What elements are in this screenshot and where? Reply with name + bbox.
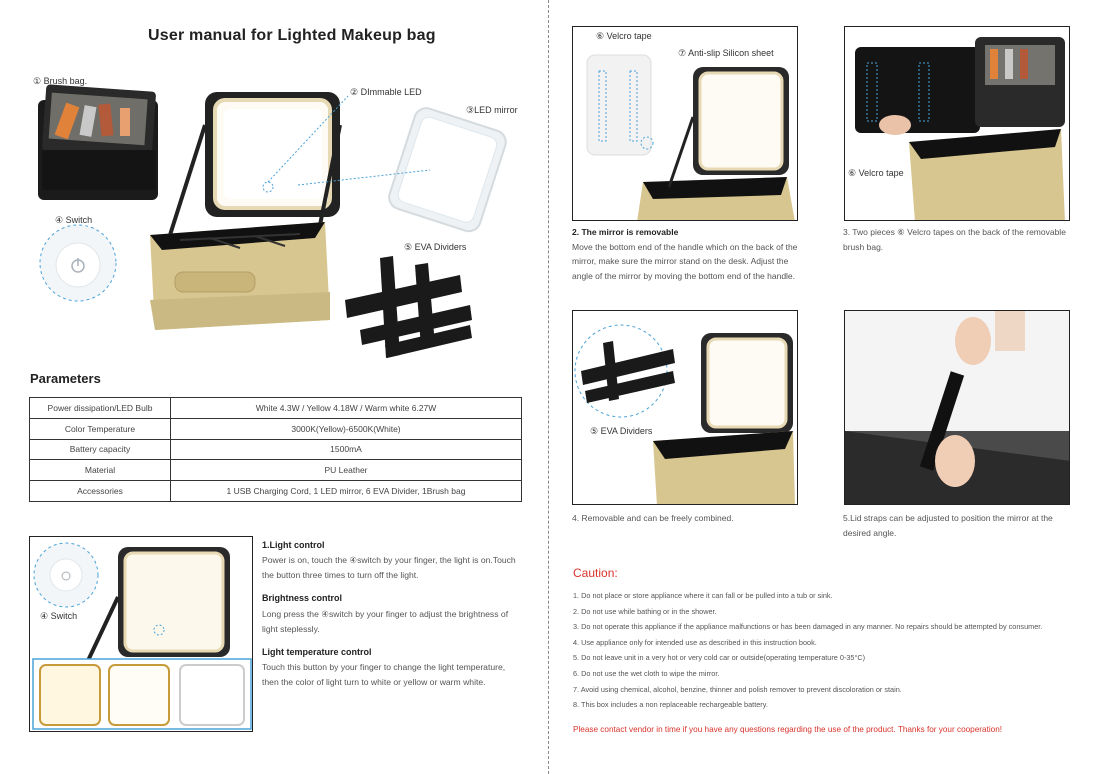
light-temperature-text: Touch this button by your finger to change the light temperature, then the color of light turn to white or yellow or warm white.: [262, 662, 506, 687]
table-row: [30, 418, 522, 439]
callout-switch-small: ④ Switch: [40, 611, 78, 621]
callout-eva-dividers-2: ⑤ EVA Dividers: [590, 426, 653, 436]
list-item: 4. Use appliance only for intended use as described in this instruction book.: [573, 637, 817, 647]
caution-list: [573, 588, 1042, 713]
step5-image: [844, 310, 1070, 505]
list-item: 8. This box includes a non replaceable rechargeable battery.: [573, 700, 768, 710]
step3-image: [844, 26, 1070, 221]
param-value: 3000K(Yellow)-6500K(White): [171, 418, 522, 439]
param-key: Power dissipation/LED Bulb: [30, 398, 171, 419]
brightness-control-heading: Brightness control: [262, 593, 343, 603]
callout-velcro-tape-2: ⑥ Velcro tape: [848, 168, 904, 178]
table-row: [30, 398, 522, 419]
table-row: [30, 460, 522, 481]
list-item: 7. Avoid using chemical, alcohol, benzine, thinner and polish remover to prevent discoloration or stain.: [573, 684, 902, 694]
callout-switch: ④ Switch: [55, 215, 93, 225]
page-fold-line: [548, 0, 549, 774]
param-key: Color Temperature: [30, 418, 171, 439]
param-key: Material: [30, 460, 171, 481]
param-value: 1500mA: [171, 439, 522, 460]
param-key: Battery capacity: [30, 439, 171, 460]
callout-eva-dividers: ⑤ EVA Dividers: [404, 242, 467, 252]
parameters-table: [29, 397, 522, 502]
list-item: 6. Do not use the wet cloth to wipe the mirror.: [573, 668, 720, 678]
product-overview-illustration: [0, 0, 548, 370]
list-item: 3. Do not operate this appliance if the appliance malfunctions or has been damaged in any manner. No repairs should be attempted by consumer.: [573, 622, 1043, 632]
step3-caption: 3. Two pieces ⑥ Velcro tapes on the back of the removable brush bag.: [843, 227, 1066, 252]
callout-anti-slip: ⑦ Anti-slip Silicon sheet: [678, 48, 774, 58]
light-control-image: [29, 536, 253, 732]
param-value: PU Leather: [171, 460, 522, 481]
callout-brush-bag: ① Brush bag.: [33, 76, 88, 86]
light-control-heading: 1.Light control: [262, 540, 325, 550]
step4-image: [572, 310, 798, 505]
step5-caption: 5.Lid straps can be adjusted to position the mirror at the desired angle.: [843, 513, 1053, 538]
callout-led-mirror: ③LED mirror: [466, 105, 518, 115]
param-key: Accessories: [30, 481, 171, 502]
switch-detail-image: [40, 225, 116, 301]
list-item: 1. Do not place or store appliance where it can fall or be pulled into a tub or sink.: [573, 591, 833, 600]
caution-title: Caution:: [573, 566, 618, 580]
list-item: 2. Do not use while bathing or in the shower.: [573, 606, 717, 616]
brightness-control-text: Long press the ④switch by your finger to adjust the brightness of light steplessly.: [262, 609, 509, 634]
step4-caption: 4. Removable and can be freely combined.: [572, 513, 734, 523]
parameters-heading: Parameters: [30, 371, 101, 386]
param-value: 1 USB Charging Cord, 1 LED mirror, 6 EVA Divider, 1Brush bag: [171, 481, 522, 502]
contact-note: Please contact vendor in time if you have any questions regarding the use of the product. Thanks for your cooperation!: [573, 725, 1003, 734]
callout-dimmable-led: ② DImmable LED: [350, 87, 422, 97]
light-control-text: Power is on, touch the ④switch by your finger, the light is on.Touch the button three times to turn off the light.: [262, 555, 516, 580]
table-row: [30, 481, 522, 502]
step2-title: 2. The mirror is removable: [572, 227, 679, 237]
callout-velcro-tape: ⑥ Velcro tape: [596, 31, 652, 41]
step2-text: Move the bottom end of the handle which on the back of the mirror, make sure the mirror stand on the desk. Adjust the angle of the mirror by moving the bottom end of the handle.: [572, 241, 798, 281]
list-item: 5. Do not leave unit in a very hot or very cold car or outside(operating temperature 0-35°C): [573, 653, 866, 663]
eva-dividers-image: [345, 256, 472, 358]
step2-caption: [572, 225, 798, 283]
table-row: [30, 439, 522, 460]
makeup-bag-image: [150, 92, 340, 330]
param-value: White 4.3W / Yellow 4.18W / Warm white 6.27W: [171, 398, 522, 419]
page-title: User manual for Lighted Makeup bag: [148, 27, 436, 44]
light-temperature-heading: Light temperature control: [262, 647, 372, 657]
led-mirror-image: [386, 105, 509, 234]
brush-bag-image: [38, 84, 158, 200]
